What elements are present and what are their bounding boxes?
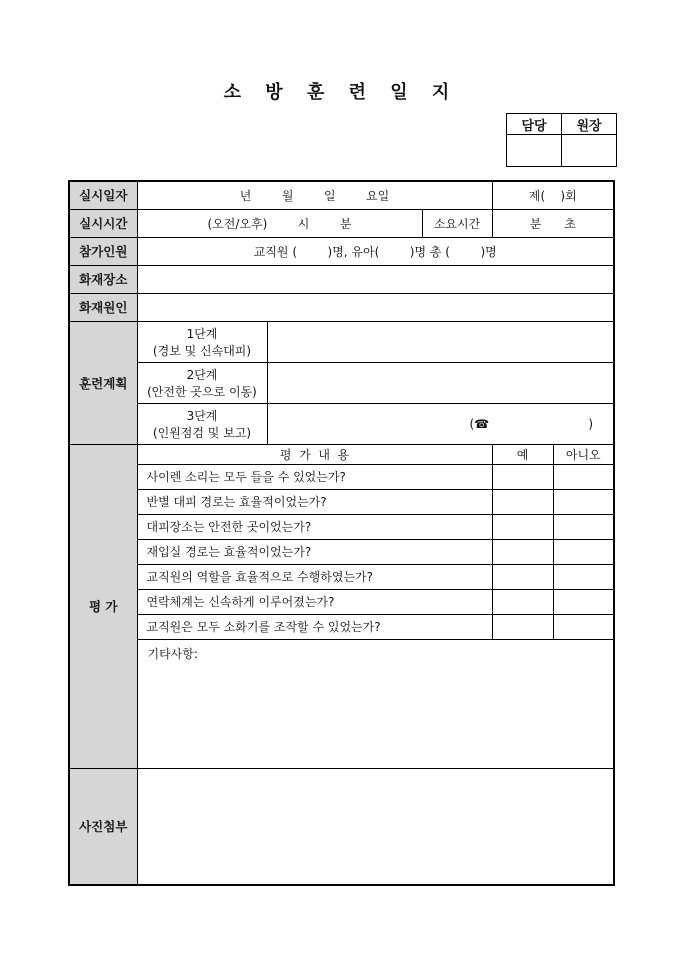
duration-label: 소요시간 xyxy=(422,209,492,237)
evaluation-no-cell[interactable] xyxy=(553,564,614,589)
step-2-field[interactable] xyxy=(267,362,614,403)
evaluation-content-header: 평 가 내 용 xyxy=(137,444,492,464)
evaluation-yes-cell[interactable] xyxy=(492,464,553,489)
evaluation-no-cell[interactable] xyxy=(553,539,614,564)
evaluation-no-header: 아니오 xyxy=(553,444,614,464)
step-3-label xyxy=(137,403,267,444)
evaluation-no-cell[interactable] xyxy=(553,589,614,614)
time-label: 실시시간 xyxy=(69,209,137,237)
time-field[interactable]: (오전/오후) 시 분 xyxy=(137,209,422,237)
approval-header-director: 원장 xyxy=(562,114,617,135)
fire-cause-field[interactable] xyxy=(137,293,614,321)
evaluation-yes-cell[interactable] xyxy=(492,539,553,564)
step-2-desc: (안전한 곳으로 이동) xyxy=(147,384,257,399)
duration-field[interactable]: 분 초 xyxy=(492,209,614,237)
evaluation-yes-cell[interactable] xyxy=(492,564,553,589)
evaluation-item: 재입실 경로는 효율적이었는가? xyxy=(137,539,492,564)
training-plan-label: 훈련계획 xyxy=(69,321,137,444)
evaluation-no-cell[interactable] xyxy=(553,464,614,489)
approval-sign-manager[interactable] xyxy=(507,135,562,167)
phone-note: (☎ ) xyxy=(469,416,594,431)
step-3-desc: (인원점검 및 보고) xyxy=(152,425,252,440)
fire-location-label: 화재장소 xyxy=(69,265,137,293)
notes-field[interactable] xyxy=(137,639,614,768)
evaluation-item: 연락체계는 신속하게 이루어졌는가? xyxy=(137,589,492,614)
evaluation-no-cell[interactable] xyxy=(553,489,614,514)
evaluation-yes-cell[interactable] xyxy=(492,589,553,614)
evaluation-no-cell[interactable] xyxy=(553,514,614,539)
date-field[interactable]: 년 월 일 요일 xyxy=(137,181,492,209)
approval-box xyxy=(506,113,617,167)
photo-label: 사진첨부 xyxy=(69,768,137,885)
approval-sign-director[interactable] xyxy=(562,135,617,167)
step-1-desc: (경보 및 신속대피) xyxy=(152,343,252,358)
approval-header-manager: 담당 xyxy=(507,114,562,135)
evaluation-yes-cell[interactable] xyxy=(492,614,553,639)
step-2-title: 2단계 xyxy=(186,367,218,382)
evaluation-yes-header: 예 xyxy=(492,444,553,464)
evaluation-item: 대피장소는 안전한 곳이었는가? xyxy=(137,514,492,539)
step-3-field[interactable] xyxy=(267,403,614,444)
step-2-label xyxy=(137,362,267,403)
notes-label: 기타사항: xyxy=(147,646,198,661)
evaluation-item: 반별 대피 경로는 효율적이었는가? xyxy=(137,489,492,514)
evaluation-item: 교직원은 모두 소화기를 조작할 수 있었는가? xyxy=(137,614,492,639)
page-title: 소 방 훈 련 일 지 xyxy=(223,82,459,103)
evaluation-yes-cell[interactable] xyxy=(492,514,553,539)
evaluation-item: 교직원의 역할을 효율적으로 수행하였는가? xyxy=(137,564,492,589)
fire-location-field[interactable] xyxy=(137,265,614,293)
step-1-label xyxy=(137,321,267,362)
evaluation-item: 사이렌 소리는 모두 들을 수 있었는가? xyxy=(137,464,492,489)
evaluation-label: 평 가 xyxy=(69,444,137,768)
evaluation-no-cell[interactable] xyxy=(553,614,614,639)
step-3-title: 3단계 xyxy=(186,408,218,423)
photo-field[interactable] xyxy=(137,768,614,885)
step-1-field[interactable] xyxy=(267,321,614,362)
session-count-field[interactable]: 제( )회 xyxy=(492,181,614,209)
participants-label: 참가인원 xyxy=(69,237,137,265)
date-label: 실시일자 xyxy=(69,181,137,209)
participants-field[interactable]: 교직원 ( )명, 유아( )명 총 ( )명 xyxy=(137,237,614,265)
training-log-table xyxy=(68,180,615,886)
evaluation-yes-cell[interactable] xyxy=(492,489,553,514)
step-1-title: 1단계 xyxy=(186,326,218,341)
fire-cause-label: 화재원인 xyxy=(69,293,137,321)
